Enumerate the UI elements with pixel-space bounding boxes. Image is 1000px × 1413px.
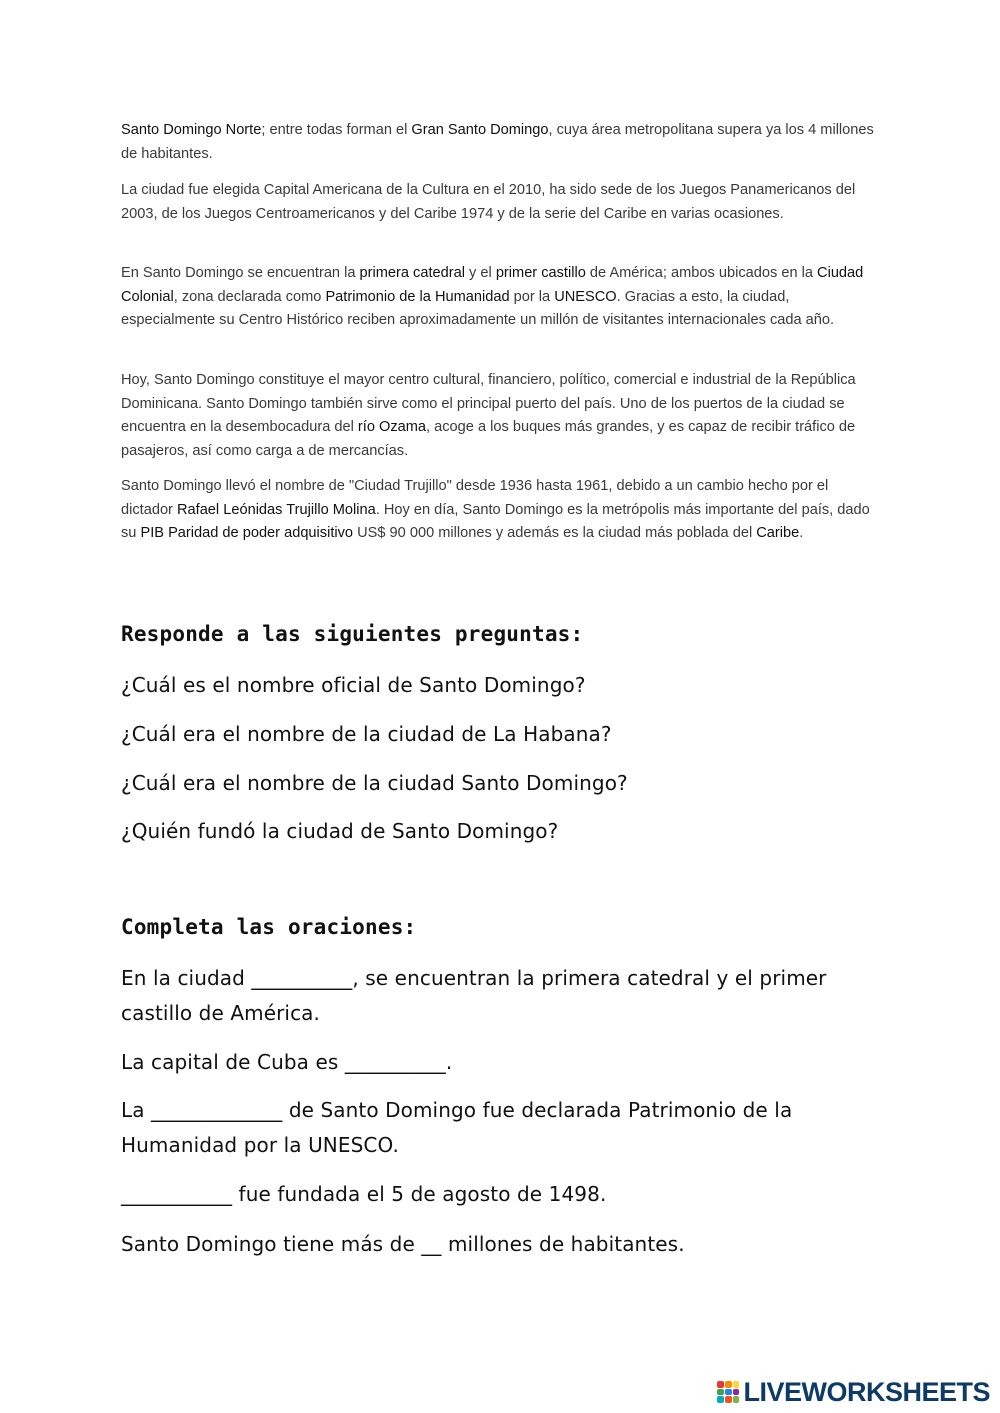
fill-in-sentence: ___________ fue fundada el 5 de agosto de 1498. (121, 1182, 607, 1206)
linked-term[interactable]: río Ozama (357, 419, 427, 435)
text-run: US$ 90 000 millones y además es la ciudad más poblada del (353, 525, 757, 541)
paragraph (121, 179, 881, 226)
linked-term[interactable]: Paridad de poder adquisitivo (168, 525, 354, 541)
fill-in-sentence: En la ciudad __________, se encuentran la primera catedral y el primer castillo de América. (121, 966, 827, 1025)
linked-term[interactable]: Patrimonio de la Humanidad (325, 288, 510, 305)
question: ¿Cuál era el nombre de la ciudad Santo Domingo? (121, 771, 628, 795)
paragraph (121, 119, 881, 166)
text-run: . (799, 525, 804, 541)
question: ¿Quién fundó la ciudad de Santo Domingo? (121, 819, 559, 843)
questions-heading: Responde a las siguientes preguntas: (121, 622, 584, 646)
logo-grid-icon (717, 1381, 739, 1403)
text-run: por la (509, 288, 555, 305)
fill-in-sentence: La capital de Cuba es __________. (121, 1050, 453, 1074)
paragraph (121, 475, 881, 546)
linked-term[interactable]: Santo Domingo Norte (121, 122, 262, 138)
linked-term[interactable]: Ciudad Colonial (121, 265, 864, 305)
liveworksheets-logo[interactable] (717, 1377, 990, 1407)
text-run: . Gracias a esto, la ciudad, especialmente su Centro Histórico reciben aproximadamente un millón de visitantes internacionales cada año. (121, 288, 835, 328)
text-run: En Santo Domingo se encuentran la (121, 265, 360, 281)
linked-term[interactable]: Gran Santo Domingo (411, 122, 549, 138)
logo-text: LIVEWORKSHEETS (743, 1376, 990, 1407)
text-run: , acoge a los buques más grandes, y es capaz de recibir tráfico de pasajeros, así como carga a de mercancías. (121, 419, 856, 459)
fill-in-sentence: Santo Domingo tiene más de __ millones de habitantes. (121, 1232, 685, 1256)
fill-in-sentence: La _____________ de Santo Domingo fue declarada Patrimonio de la Humanidad por la UNESCO. (121, 1098, 793, 1157)
linked-term[interactable]: UNESCO (554, 288, 617, 305)
sentences-heading: Completa las oraciones: (121, 915, 417, 939)
text-run: ; entre todas forman el (261, 122, 412, 138)
text-run: Santo Domingo llevó el nombre de "Ciudad Trujillo" desde 1936 hasta 1961, debido a un cambio hecho por el dictador (121, 478, 829, 518)
text-run: y el (464, 265, 496, 281)
linked-term[interactable]: primer castillo (495, 265, 586, 281)
question: ¿Cuál es el nombre oficial de Santo Domingo? (121, 673, 586, 697)
paragraph (121, 262, 881, 333)
linked-term[interactable]: PIB (140, 525, 164, 541)
linked-term[interactable]: Rafael Leónidas Trujillo Molina (176, 501, 376, 518)
paragraph (121, 369, 881, 463)
linked-term[interactable]: primera catedral (359, 265, 465, 281)
text-run: La ciudad fue elegida Capital Americana de la Cultura en el 2010, ha sido sede de los Juegos Panamericanos del 2003, de los Juegos Centroamericanos y del Caribe 1974 y de la serie del Caribe en varias ocasiones. (121, 182, 856, 222)
text-run: , zona declarada como (173, 288, 326, 305)
text-run: , cuya área metropolitana supera ya los 4 millones de habitantes. (121, 122, 874, 162)
linked-term[interactable]: Caribe (756, 525, 800, 541)
text-run: de América; ambos ubicados en la (585, 265, 818, 281)
text-run: Hoy, Santo Domingo constituye el mayor centro cultural, financiero, político, comercial e industrial de la República Dominicana. Santo Domingo también sirve como el principal puerto del país. Uno de los puertos de la ciudad se encuentra en la desembocadura del (121, 372, 856, 435)
question: ¿Cuál era el nombre de la ciudad de La Habana? (121, 722, 612, 746)
text-run: . Hoy en día, Santo Domingo es la metrópolis más importante del país, dado su (121, 501, 870, 541)
